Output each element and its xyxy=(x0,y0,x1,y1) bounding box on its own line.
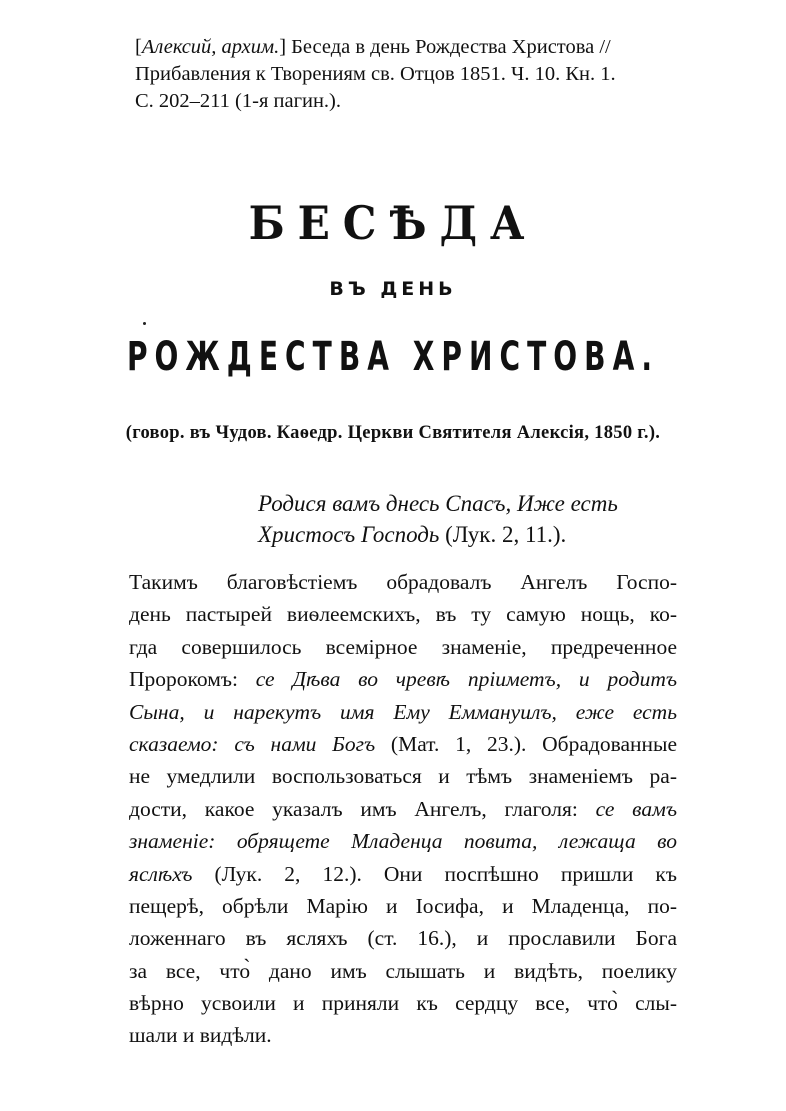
body-line xyxy=(129,663,677,695)
subtitle-day: ВЪ ДЕНЬ xyxy=(329,278,457,300)
body-line: ложеннаго въ ясляхъ (ст. 16.), и прославили Бога xyxy=(129,926,677,951)
citation-bracket: [ xyxy=(135,36,142,58)
body-quote-span: се Дѣва во чревѣ пріиметъ, и родитъ xyxy=(255,667,678,692)
body-text-span: дости, какое указалъ имъ Ангелъ, глаголя: xyxy=(129,796,596,821)
body-line: вѣрно усвоили и приняли къ сердцу все, что̀ слы- xyxy=(129,991,677,1016)
subtitle-feast: РОЖДЕСТВА ХРИСТОВА. xyxy=(126,334,660,380)
body-line xyxy=(129,858,677,890)
body-text-span: (Мат. 1, 23.). Обрадованные xyxy=(375,731,678,756)
citation-line-2: Прибавления к Творениям св. Отцов 1851. Ч. 10. Кн. 1. xyxy=(135,63,616,85)
citation-line-1 xyxy=(135,34,675,61)
body-paragraph xyxy=(129,566,677,1052)
body-line xyxy=(129,728,677,760)
epigraph-quote: Христосъ Господь xyxy=(258,522,440,547)
body-line: гда совершилось всемірное знаменіе, предреченное xyxy=(129,634,677,659)
body-line: знаменіе: обрящете Младенца повита, лежаща во xyxy=(129,829,677,854)
citation-author: Алексий, архим. xyxy=(141,36,280,58)
body-quote-span: се вамъ xyxy=(595,796,677,821)
body-line xyxy=(129,793,677,825)
body-text-span: (Лук. 2, 12.). Они поспѣшно пришли къ xyxy=(192,861,677,886)
occasion-note: (говор. въ Чудов. Каѳедр. Церкви Святителя Алексія, 1850 г.). xyxy=(125,423,661,443)
epigraph xyxy=(258,488,678,550)
body-quote-span: яслѣхъ xyxy=(129,861,193,886)
citation-title: ] Беседа в день Рождества Христова // xyxy=(279,36,611,58)
epigraph-reference: (Лук. 2, 11.). xyxy=(439,522,567,547)
body-line: не умедлили воспользоваться и тѣмъ знаменіемъ ра- xyxy=(129,764,677,789)
body-line: Такимъ благовѣстіемъ обрадовалъ Ангелъ Госпо- xyxy=(129,570,677,594)
body-line: Сына, и нарекутъ имя Ему Еммануилъ, еже есть xyxy=(129,699,677,724)
epigraph-line-1: Родися вамъ днесь Спасъ, Иже есть xyxy=(258,491,618,516)
body-line: шали и видѣли. xyxy=(129,1023,272,1048)
body-quote-span: сказаемо: съ нами Богъ xyxy=(129,731,376,756)
citation-line-3: С. 202–211 (1-я пагин.). xyxy=(135,90,341,112)
page-title: БЕСѢДА xyxy=(248,196,538,250)
epigraph-line-2 xyxy=(258,519,678,550)
print-speck xyxy=(143,322,146,325)
body-line: день пастырей виѳлеемскихъ, въ ту самую нощь, ко- xyxy=(129,602,677,627)
body-line: за все, что̀ дано имъ слышать и видѣть, поелику xyxy=(129,958,677,983)
body-line: пещерѣ, обрѣли Марію и Іосифа, и Младенца, по- xyxy=(129,893,677,918)
bibliographic-citation xyxy=(135,34,675,115)
body-text-span: Пророкомъ: xyxy=(129,667,256,692)
